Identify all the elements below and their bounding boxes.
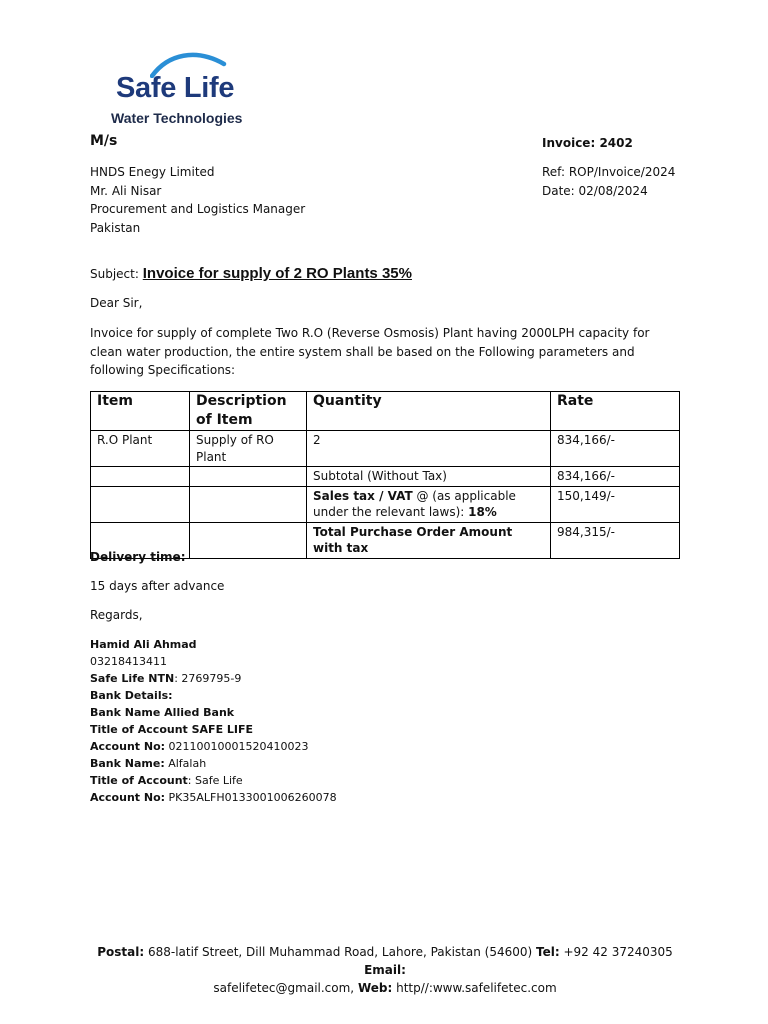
account2-label: Account No: xyxy=(90,791,166,804)
ntn-value: : 2769795-9 xyxy=(174,672,242,685)
recipient-country: Pakistan xyxy=(90,220,141,235)
subject-title: Invoice for supply of 2 RO Plants 35% xyxy=(142,265,412,282)
account1-line xyxy=(90,738,337,755)
delivery-label: Delivery time: xyxy=(90,550,186,564)
footer-contact xyxy=(90,943,680,997)
items-table xyxy=(90,391,680,559)
bank1-account-title: Title of Account SAFE LIFE xyxy=(90,723,254,736)
tax-row xyxy=(91,486,680,522)
cell-item: R.O Plant xyxy=(91,431,190,467)
tax-rate: 18% xyxy=(468,505,497,519)
bank2-line xyxy=(90,755,337,772)
subtotal-value: 834,166/- xyxy=(551,467,680,487)
reference-number: Ref: ROP/Invoice/2024 xyxy=(542,165,676,179)
empty-cell xyxy=(190,522,307,558)
total-label: Total Purchase Order Amount with tax xyxy=(307,522,551,558)
subject-line xyxy=(90,265,412,282)
header-rate: Rate xyxy=(551,392,680,431)
title2-line xyxy=(90,772,337,789)
recipient-block xyxy=(90,163,305,237)
bank2-value: Alfalah xyxy=(164,757,207,770)
signer-phone: 03218413411 xyxy=(90,655,167,668)
invoice-date: Date: 02/08/2024 xyxy=(542,183,648,198)
footer-tel-value: +92 42 37240305 xyxy=(559,945,673,959)
invoice-number xyxy=(542,136,633,150)
cell-quantity: 2 xyxy=(307,431,551,467)
tax-value: 150,149/- xyxy=(551,486,680,522)
total-value: 984,315/- xyxy=(551,522,680,558)
footer-postal-value: 688-latif Street, Dill Muhammad Road, Lahore, Pakistan (54600) xyxy=(144,945,537,959)
logo-name: Safe Life xyxy=(116,72,235,104)
footer-web-value: http//:www.safelifetec.com xyxy=(392,981,557,995)
intro-paragraph: Invoice for supply of complete Two R.O (Reverse Osmosis) Plant having 2000LPH capacity for clean water production, the entire system shall be based on the Following parameters and following Specifications: xyxy=(90,326,650,377)
signature-block xyxy=(90,636,337,806)
cell-description: Supply of RO Plant xyxy=(190,431,307,467)
tax-label-bold: Sales tax / VAT xyxy=(313,488,413,503)
empty-cell xyxy=(190,467,307,487)
recipient-title: Procurement and Logistics Manager xyxy=(90,202,306,216)
signer-name: Hamid Ali Ahmad xyxy=(90,638,197,651)
subtotal-label: Subtotal (Without Tax) xyxy=(307,467,551,487)
footer-web-label: Web: xyxy=(357,981,393,995)
account2-value: PK35ALFH0133001006260078 xyxy=(165,791,337,804)
header-description: Description of Item xyxy=(190,392,307,431)
recipient-name: Mr. Ali Nisar xyxy=(90,183,162,198)
account2-line xyxy=(90,789,337,806)
account1-label: Account No: xyxy=(90,740,166,753)
table-header-row xyxy=(91,392,680,431)
logo-tagline: Water Technologies xyxy=(111,110,243,126)
subtotal-row xyxy=(91,467,680,487)
ms-label: M/s xyxy=(90,133,118,149)
empty-cell xyxy=(190,486,307,522)
empty-cell xyxy=(91,486,190,522)
invoice-value: 2402 xyxy=(599,136,633,150)
footer-email-label: Email: xyxy=(364,963,406,977)
header-quantity: Quantity xyxy=(307,392,551,431)
tax-label xyxy=(307,486,551,522)
title2-label: Title of Account xyxy=(90,774,188,787)
recipient-company: HNDS Enegy Limited xyxy=(90,165,215,179)
subject-label: Subject: xyxy=(90,267,139,281)
invoice-label: Invoice: xyxy=(542,136,596,150)
empty-cell xyxy=(91,467,190,487)
footer-postal-label: Postal: xyxy=(97,945,145,959)
bank-details-heading: Bank Details: xyxy=(90,689,173,702)
account1-value: 02110010001520410023 xyxy=(165,740,309,753)
bank2-label: Bank Name: xyxy=(90,757,165,770)
header-item: Item xyxy=(91,392,190,431)
title2-value: : Safe Life xyxy=(187,774,243,787)
ntn-label: Safe Life NTN xyxy=(90,672,175,685)
footer-email-value: safelifetec@gmail.com, xyxy=(213,981,358,995)
greeting: Dear Sir, xyxy=(90,296,143,310)
ntn-line xyxy=(90,670,337,687)
regards: Regards, xyxy=(90,608,143,622)
reference-block xyxy=(542,163,675,200)
bank1-name: Bank Name Allied Bank xyxy=(90,706,235,719)
cell-rate: 834,166/- xyxy=(551,431,680,467)
footer-tel-label: Tel: xyxy=(536,945,560,959)
delivery-value: 15 days after advance xyxy=(90,579,225,593)
table-row xyxy=(91,431,680,467)
tax-label-rest: @ (as applicable under the relevant laws): xyxy=(313,488,516,519)
